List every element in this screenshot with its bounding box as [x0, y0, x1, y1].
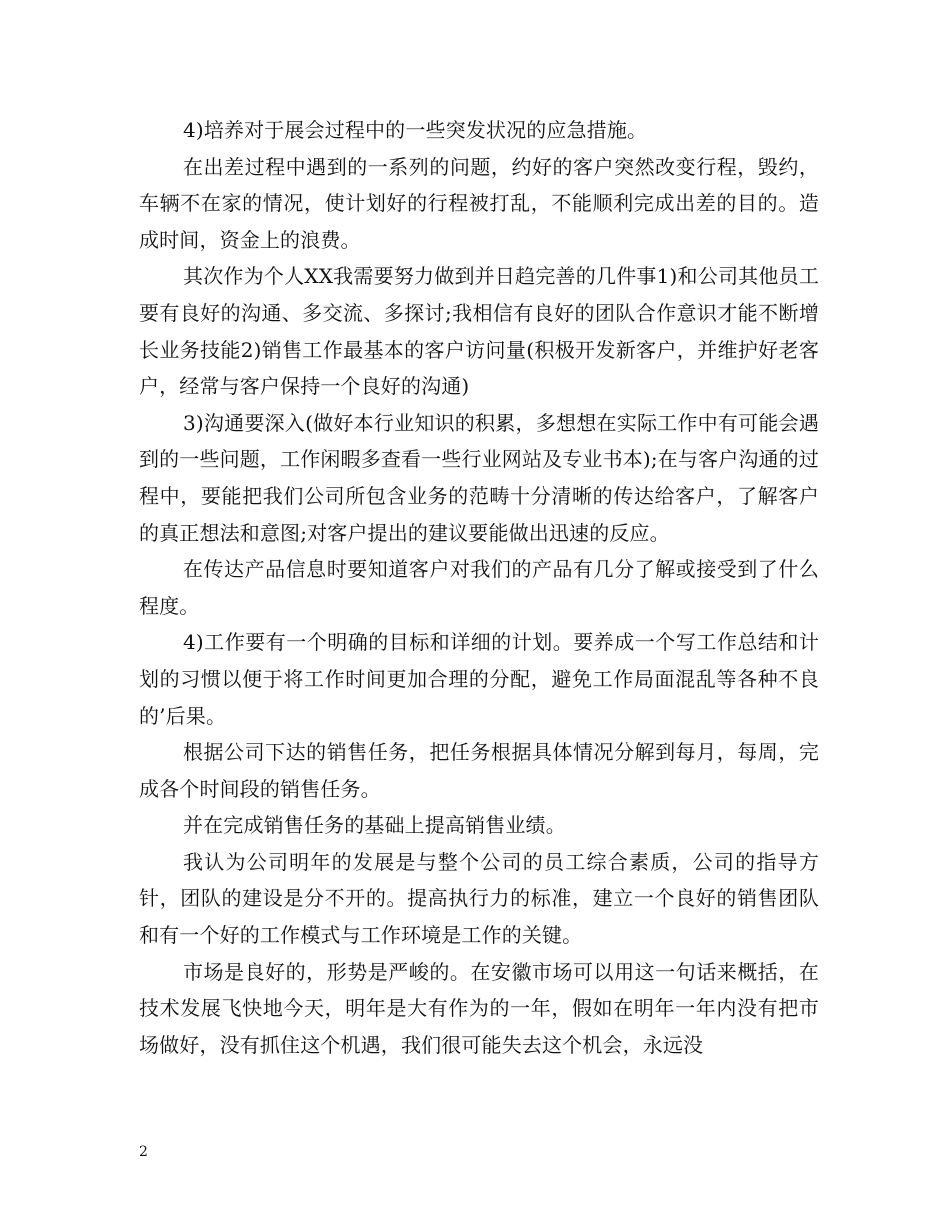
paragraph: 4)工作要有一个明确的目标和详细的计划。要养成一个写工作总结和计划的习惯以便于将工作时间更加合理的分配，避免工作局面混乱等各种不良的’后果。 [139, 630, 819, 728]
paragraph: 4)培养对于展会过程中的一些突发状况的应急措施。 [183, 118, 648, 142]
paragraph: 市场是良好的，形势是严峻的。在安徽市场可以用这一句话来概括，在技术发展飞快地今天，明年是大有作为的一年，假如在明年一年内没有把市场做好，没有抓住这个机遇，我们很可能失去这个机会，永远没 [139, 959, 819, 1057]
paragraph: 在传达产品信息时要知道客户对我们的产品有几分了解或接受到了什么程度。 [139, 557, 819, 618]
paragraph: 其次作为个人XX我需要努力做到并日趋完善的几件事1)和公司其他员工要有良好的沟通、多交流、多探讨;我相信有良好的团队合作意识才能不断增长业务技能2)销售工作最基本的客户访问量(积极开发新客户，并维护好老客户，经常与客户保持一个良好的沟通) [139, 264, 819, 399]
paragraph: 在出差过程中遇到的一系列的问题，约好的客户突然改变行程，毁约，车辆不在家的情况，使计划好的行程被打乱，不能顺利完成出差的目的。造成时间，资金上的浪费。 [139, 154, 819, 252]
paragraph: 并在完成销售任务的基础上提高销售业绩。 [183, 813, 566, 838]
page-number: 2 [139, 1144, 148, 1160]
document-body [139, 112, 819, 1063]
paragraph: 我认为公司明年的发展是与整个公司的员工综合素质，公司的指导方针，团队的建设是分不开的。提高执行力的标准，建立一个良好的销售团队和有一个好的工作模式与工作环境是工作的关键。 [139, 849, 819, 948]
paragraph: 3)沟通要深入(做好本行业知识的积累，多想想在实际工作中有可能会遇到的一些问题，工作闲暇多查看一些行业网站及专业书本);在与客户沟通的过程中，要能把我们公司所包含业务的范畴十分清晰的传达给客户，了解客户的真正想法和意图;对客户提出的建议要能做出迅速的反应。 [139, 410, 819, 545]
paragraph: 根据公司下达的销售任务，把任务根据具体情况分解到每月，每周，完成各个时间段的销售任务。 [139, 740, 819, 801]
